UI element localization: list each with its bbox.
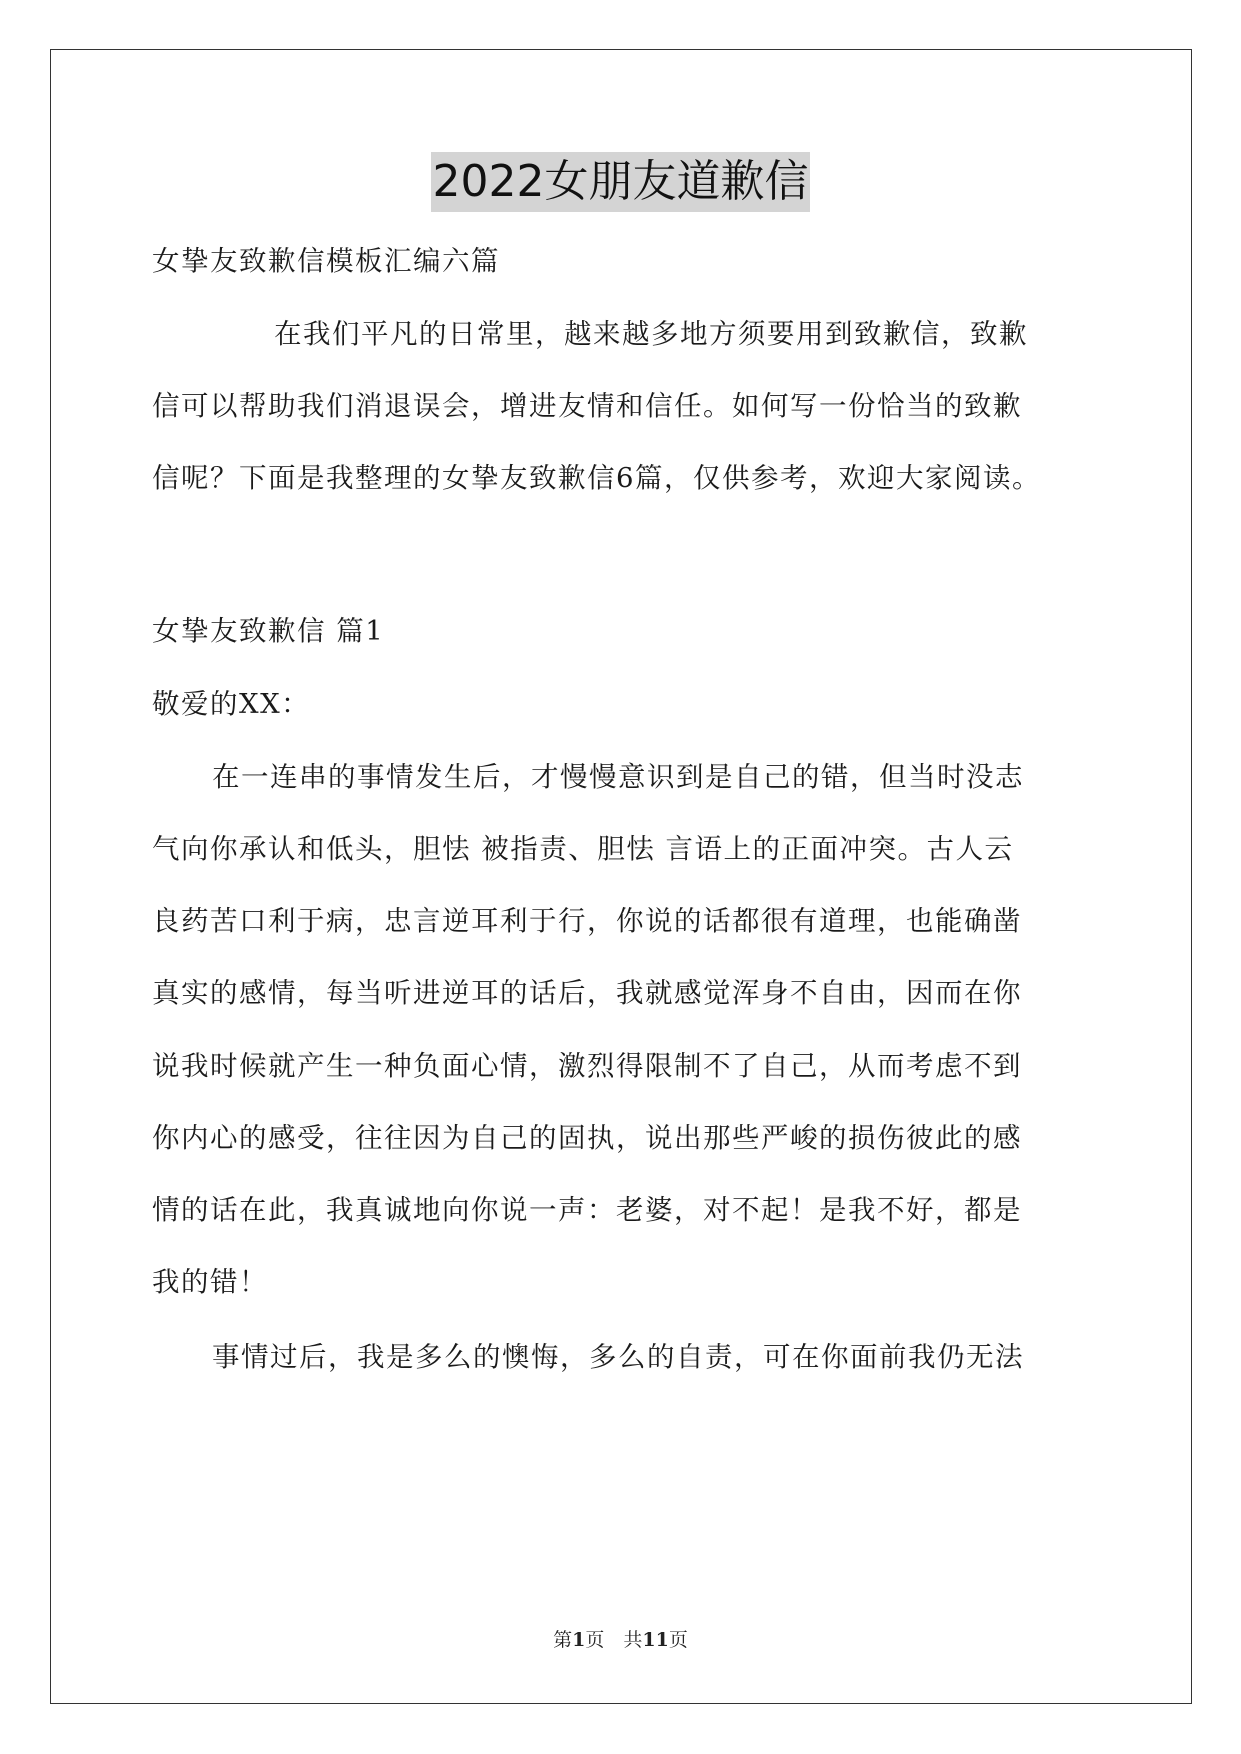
document-title: 2022女朋友道歉信 [431,152,811,212]
paragraph-line: 良药苦口利于病，忠言逆耳利于行，你说的话都很有道理，也能确凿 [152,905,1022,937]
paragraph-line: 真实的感情，每当听进逆耳的话后，我就感觉浑身不自由，因而在你 [152,977,1022,1009]
footer-current-page: 1 [572,1629,586,1651]
title-container [0,152,1241,212]
paragraph-line: 说我时候就产生一种负面心情，激烈得限制不了自己，从而考虑不到 [152,1050,1022,1082]
paragraph-line: 在一连串的事情发生后，才慢慢意识到是自己的错，但当时没志 [212,761,1024,793]
footer-suffix: 页 [668,1629,688,1651]
paragraph-line: 我的错！ [152,1266,268,1298]
salutation: 敬爱的XX： [152,688,311,720]
paragraph-line: 气向你承认和低头，胆怯 被指责、胆怯 言语上的正面冲突。古人云 [152,833,1014,865]
footer-total-pages: 11 [642,1629,669,1651]
footer-prefix: 第 [553,1629,573,1651]
intro-line: 信可以帮助我们消退误会，增进友情和信任。如何写一份恰当的致歉 [152,390,1022,422]
intro-line: 在我们平凡的日常里，越来越多地方须要用到致歉信，致歉 [274,318,1028,350]
intro-line: 信呢？下面是我整理的女挚友致歉信6篇，仅供参考，欢迎大家阅读。 [152,462,1041,494]
paragraph-line: 情的话在此，我真诚地向你说一声：老婆，对不起！是我不好，都是 [152,1194,1022,1226]
paragraph-line: 事情过后，我是多么的懊悔，多么的自责，可在你面前我仍无法 [212,1341,1024,1373]
paragraph-line: 你内心的感受，往往因为自己的固执，说出那些严峻的损伤彼此的感 [152,1122,1022,1154]
document-subtitle: 女挚友致歉信模板汇编六篇 [152,245,500,277]
page-footer [0,1627,1241,1653]
section-heading: 女挚友致歉信 篇1 [152,615,385,647]
footer-mid: 页 共 [585,1629,643,1651]
page-border [50,49,1192,1704]
